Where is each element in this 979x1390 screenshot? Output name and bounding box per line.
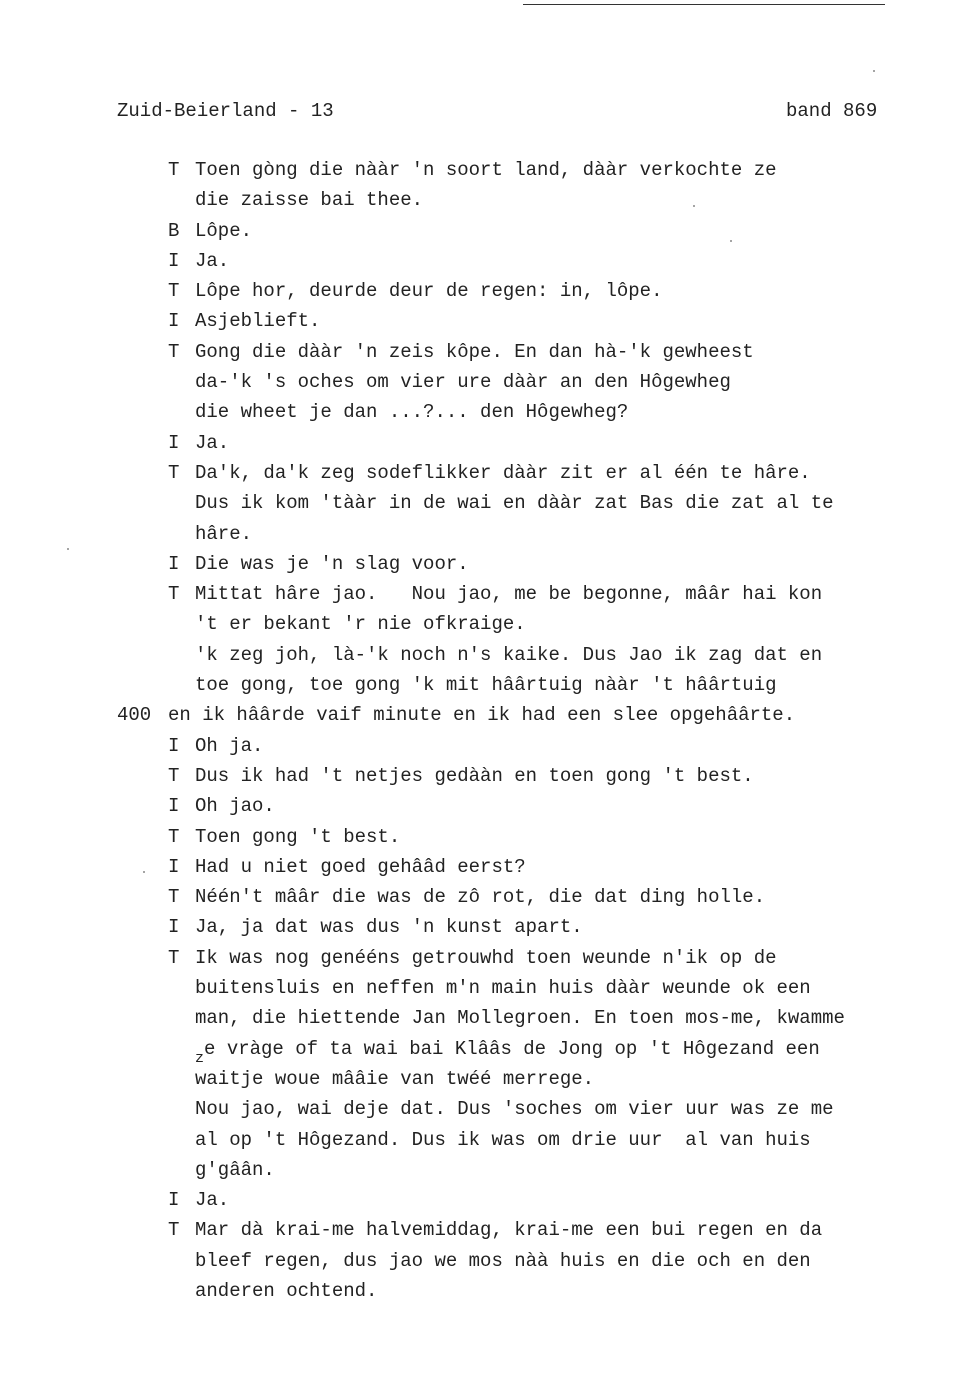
transcript-line [0,609,979,639]
transcript-line [0,1094,979,1124]
utterance-text [195,1185,229,1215]
utterance-body: Da'k, da'k zeg sodeflikker dààr zit er al één te hâre. [195,461,811,484]
transcript-line [0,670,979,700]
transcript-line [0,185,979,215]
utterance-text [195,185,423,215]
utterance-body: anderen ochtend. [195,1279,378,1302]
utterance-text [168,700,795,730]
transcript-line [0,337,979,367]
utterance-body: buitensluis en neffen m'n main huis dààr weunde ok een [195,977,811,1000]
transcript-line [0,912,979,942]
transcript-line [0,791,979,821]
utterance-text [195,519,252,549]
transcript-line [0,943,979,973]
transcript [0,155,979,1306]
utterance-text [195,276,662,306]
utterance-text [195,1215,822,1245]
utterance-body: Dus ik had 't netjes gedààn en toen gong 't best. [195,764,754,787]
utterance-body: man, die hiettende Jan Mollegroen. En toen mos-me, kwamme [195,1007,845,1030]
utterance-text [195,640,822,670]
utterance-text [195,216,252,246]
document-title: Zuid-Beierland - 13 [117,100,334,122]
transcript-line [0,306,979,336]
speaker-code: I [168,734,180,757]
speaker-code: I [168,1189,180,1212]
transcript-line [0,882,979,912]
transcript-line [0,852,979,882]
utterance-body: Oh jao. [195,795,275,818]
utterance-text [195,428,229,458]
utterance-text [195,1155,275,1185]
utterance-body: die wheet je dan ...?... den Hôgewheg? [195,401,629,424]
line-number: 400 [117,704,152,727]
tape-number: band 869 [786,100,878,122]
speaker-code: T [168,280,180,303]
utterance-text [195,912,583,942]
speaker-code: T [168,159,180,181]
utterance-body: Ik was nog genééns getrouwhd toen weunde n'ik op de [195,946,777,969]
transcript-line [0,1064,979,1094]
utterance-text [195,458,811,488]
utterance-body: Gong die dààr 'n zeis kôpe. En dan hà-'k gewheest [195,340,754,363]
utterance-text [195,579,822,609]
transcript-line [0,1276,979,1306]
speaker-code: T [168,886,180,909]
utterance-text [195,609,526,639]
utterance-text [195,882,765,912]
utterance-text [195,337,754,367]
transcript-line [0,549,979,579]
utterance-body: Toen gòng die nààr 'n soort land, dààr verkochte ze [195,159,777,181]
utterance-body: Oh ja. [195,734,264,757]
utterance-body: Had u niet goed gehââd eerst? [195,855,526,878]
utterance-body: Lôpe. [195,219,253,242]
utterance-text [195,155,777,185]
utterance-text [195,731,263,761]
utterance-text [195,791,275,821]
utterance-body: 'k zeg joh, là-'k noch n's kaike. Dus Jao ik zag dat en [195,643,823,666]
utterance-body: Ja, ja dat was dus 'n kunst apart. [195,916,583,939]
transcript-line [0,428,979,458]
utterance-text [195,246,229,276]
transcript-line [0,1003,979,1033]
utterance-body: toe gong, toe gong 'k mit hâârtuig nààr 't hâârtuig [195,674,777,697]
utterance-text [195,973,811,1003]
utterance-body: Ja. [195,1189,230,1212]
utterance-body: Ja. [195,249,230,272]
speaker-code: T [168,1219,180,1242]
utterance-text [195,397,628,427]
transcript-line [0,640,979,670]
speaker-code: I [168,310,180,333]
scan-speck [67,548,69,550]
utterance-text [195,670,777,700]
transcript-line [0,1215,979,1245]
transcript-line [0,1125,979,1155]
speaker-code: T [168,461,180,484]
utterance-text [195,1003,845,1033]
utterance-body: 't er bekant 'r nie ofkraige. [195,613,526,636]
speaker-code: I [168,855,180,878]
utterance-body: hâre. [195,522,253,545]
utterance-body: waitje woue mââie van twéé merrege. [195,1067,595,1090]
utterance-body: Néén't mââr die was de zô rot, die dat ding holle. [195,886,766,909]
utterance-body: Lôpe hor, deurde deur de regen: in, lôpe. [195,280,663,303]
utterance-lead: z [195,1049,205,1067]
utterance-text [195,1276,377,1306]
utterance-body: g'gâân. [195,1158,275,1181]
transcript-line [0,276,979,306]
speaker-code: T [168,583,180,606]
utterance-text [195,1064,594,1094]
transcript-line [0,519,979,549]
utterance-text [195,1246,811,1276]
speaker-code: T [168,764,180,787]
utterance-text [195,1125,811,1155]
utterance-body: die zaisse bai thee. [195,189,424,212]
transcript-line [0,216,979,246]
transcript-line [0,973,979,1003]
speaker-code: T [168,946,180,969]
utterance-body: Mar dà krai-me halvemiddag, krai-me een bui regen en da [195,1219,823,1242]
utterance-body: Dus ik kom 'tààr in de wai en dààr zat Bas die zat al te [195,492,834,515]
scan-speck [693,205,695,207]
utterance-text [195,367,731,397]
utterance-text [195,852,526,882]
transcript-line [0,731,979,761]
utterance-body: en ik hâârde vaif minute en ik had een slee opgehâârte. [168,704,796,727]
utterance-text [195,488,834,518]
speaker-code: I [168,552,180,575]
transcript-line [0,155,979,185]
transcript-line [0,1034,979,1067]
transcript-line [0,1155,979,1185]
utterance-body: Asjeblieft. [195,310,321,333]
speaker-code: T [168,825,180,848]
speaker-code: B [168,219,180,242]
speaker-code: I [168,249,180,272]
transcript-line [0,1185,979,1215]
utterance-body: al op 't Hôgezand. Dus ik was om drie uur al van huis [195,1128,811,1151]
utterance-body: bleef regen, dus jao we mos nàà huis en die och en den [195,1249,811,1272]
utterance-body: da-'k 's oches om vier ure dààr an den Hôgewheg [195,371,731,394]
transcript-line [0,367,979,397]
speaker-code: I [168,431,180,454]
utterance-body: Ja. [195,431,230,454]
scan-speck [873,70,875,72]
page-header [0,96,979,126]
utterance-text [195,1034,820,1066]
utterance-body: Mittat hâre jao. Nou jao, me be begonne, mââr hai kon [195,583,823,606]
speaker-code: T [168,340,180,363]
utterance-body: Toen gong 't best. [195,825,401,848]
transcript-line [0,488,979,518]
transcript-line [0,397,979,427]
speaker-code: I [168,795,180,818]
transcript-line [0,761,979,791]
utterance-text [195,549,469,579]
transcript-line [0,458,979,488]
scan-speck [730,240,732,242]
utterance-body: Die was je 'n slag voor. [195,552,469,575]
utterance-text [195,943,777,973]
top-rule [523,4,885,5]
transcript-line [0,579,979,609]
transcript-line [0,1246,979,1276]
transcript-line [0,822,979,852]
utterance-body: Nou jao, wai deje dat. Dus 'soches om vier uur was ze me [195,1098,834,1121]
utterance-text [195,761,754,791]
utterance-text [195,822,400,852]
utterance-body: e vràge of ta wai bai Klââs de Jong op 't Hôgezand een [204,1037,820,1060]
scan-speck [143,871,145,873]
transcript-line [0,246,979,276]
transcript-line [0,700,979,730]
utterance-text [195,306,320,336]
speaker-code: I [168,916,180,939]
utterance-text [195,1094,834,1124]
